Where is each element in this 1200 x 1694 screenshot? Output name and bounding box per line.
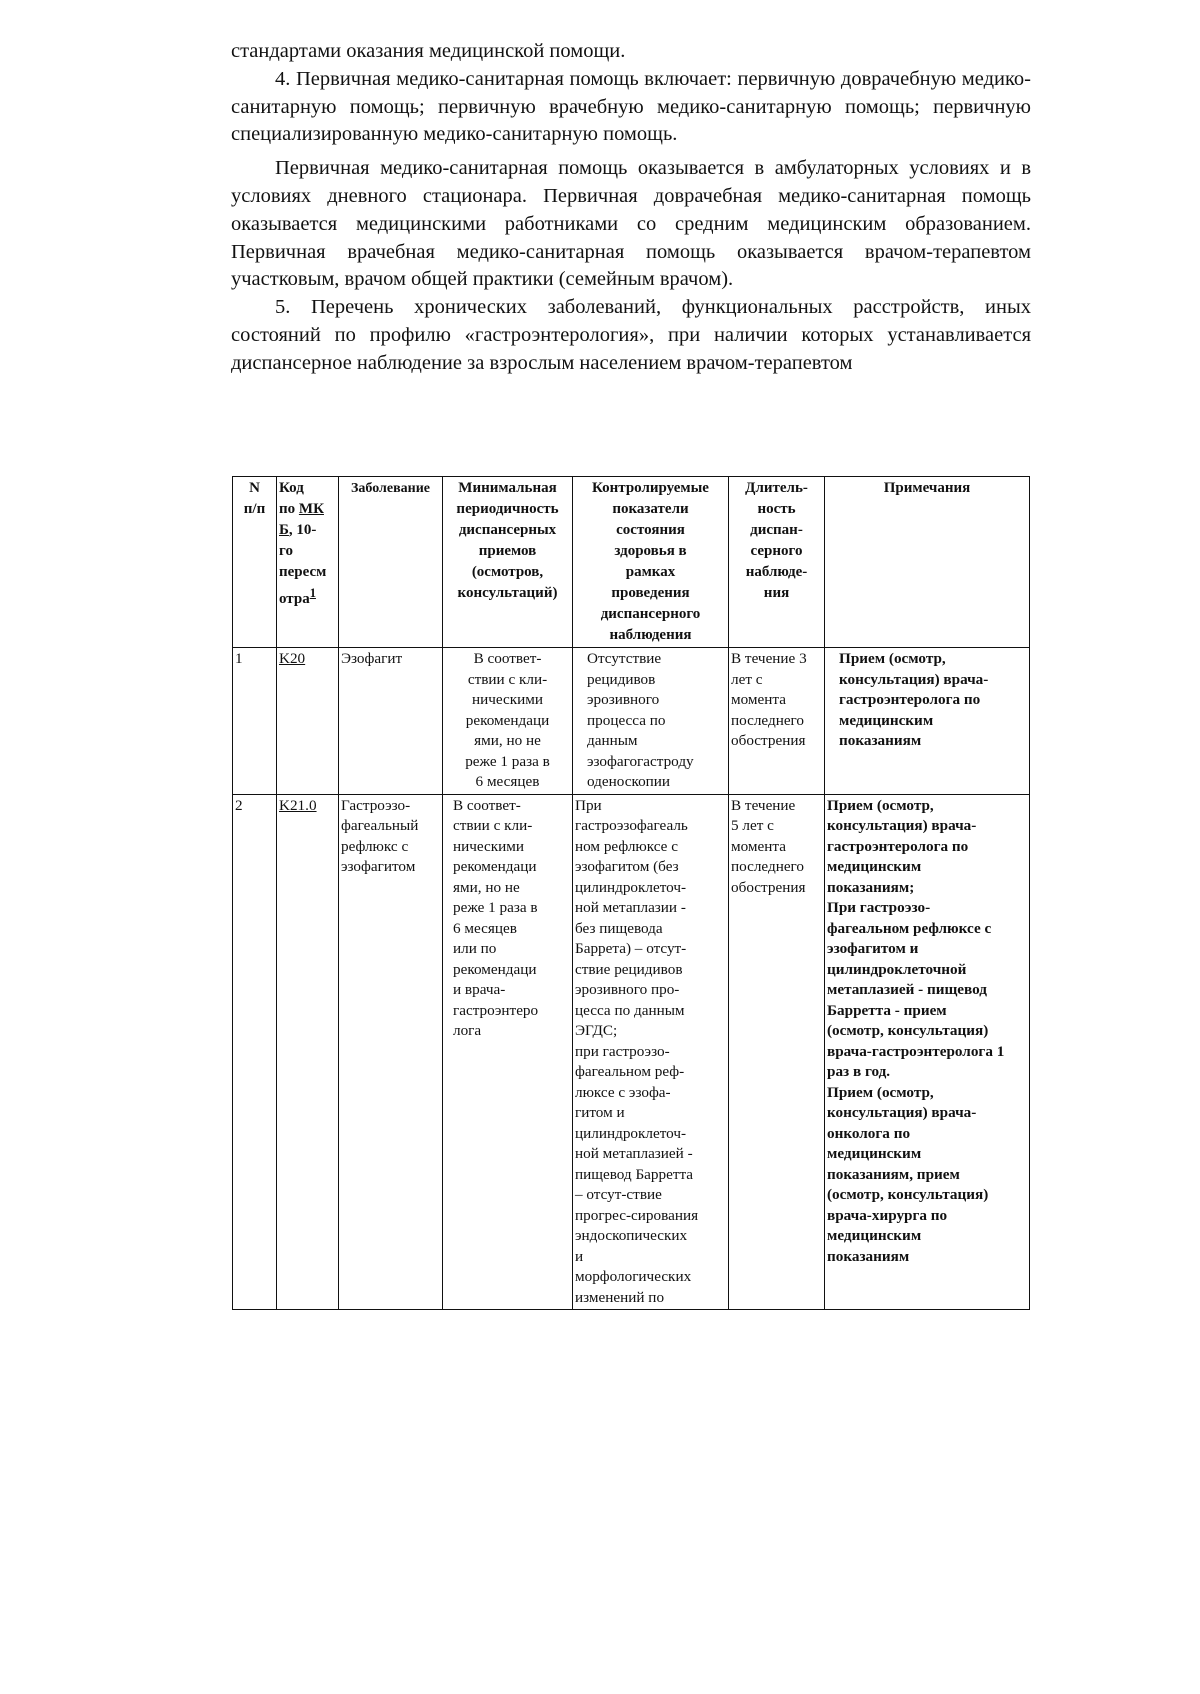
row-min-frequency: В соответ- ствии с кли- ническими рекомендаци ями, но не реже 1 раза в 6 месяцев или по рекомендаци и врача- гастроэнтеро лога (443, 794, 573, 1310)
paragraph-1: стандартами оказания медицинской помощи. (231, 40, 626, 62)
header-min-frequency: Минимальная периодичность диспансерных приемов (осмотров, консультаций) (443, 477, 573, 648)
table-header-row (233, 477, 1030, 648)
row-number: 2 (233, 794, 277, 1310)
body-text (231, 38, 1031, 378)
table-row (233, 648, 1030, 795)
row-min-frequency: В соответ- ствии с кли- ническими рекомендаци ями, но не реже 1 раза в 6 месяцев (443, 648, 573, 795)
header-disease: Заболевание (339, 477, 443, 648)
row-disease: Гастроэзо- фагеальный рефлюкс с эзофагитом (339, 794, 443, 1310)
row-disease: Эзофагит (339, 648, 443, 795)
row-indicators (573, 794, 729, 1310)
header-indicators: Контролируемые показатели состояния здоровья в рамках проведения диспансерного наблюдения (573, 477, 729, 648)
row-number: 1 (233, 648, 277, 795)
row-code: K21.0 (277, 794, 339, 1310)
dispensary-table (232, 476, 1030, 1310)
row-notes (825, 794, 1030, 1310)
paragraph-2: 4. Первичная медико-санитарная помощь включает: первичную доврачебную медико-санитарную помощь; первичную врачебную медико-санитарную помощь; первичную специализированную медико-санитарную помощь. (231, 67, 1031, 146)
row-notes: Прием (осмотр, консультация) врача- гастроэнтеролога по медицинским показаниям (825, 648, 1030, 795)
notes-part-2: При гастроэзо- фагеальном рефлюксе с эзофагитом и цилиндроклеточной метаплазией - пищевод Барретта - прием (осмотр, консультация) врача-гастроэнтеролога 1 раз в год. (827, 899, 1005, 1080)
notes-part-1: Прием (осмотр, консультация) врача- гастроэнтеролога по медицинским показаниям; (827, 796, 977, 896)
row-duration: В течение 5 лет с момента последнего обострения (729, 794, 825, 1310)
header-number: N п/п (233, 477, 277, 648)
paragraph-4: 5. Перечень хронических заболеваний, функциональных расстройств, иных состояний по профилю «гастроэнтерология», при наличии которых устанавливается диспансерное наблюдение за взрослым населением врачом-терапевтом (231, 296, 1031, 374)
notes-part-3: Прием (осмотр, консультация) врача- онколога по медицинским показаниям, прием (осмотр, консультация) врача-хирурга по медицинским показаниям (827, 1083, 989, 1265)
row-duration: В течение 3 лет с момента последнего обострения (729, 648, 825, 795)
indicators-part-1: При гастроэзофагеаль ном рефлюксе с эзофагитом (без цилиндроклеточ- ной метаплазии - без пищевода Баррета) – отсут- ствие рецидивов эрозивного про- цесса по данным ЭГДС; (575, 796, 688, 1039)
row-indicators: Отсутствие рецидивов эрозивного процесса по данным эзофагогастроду оденоскопии (573, 648, 729, 795)
indicators-part-2: при гастроэзо- фагеальном реф- люксе с эзофа- гитом и цилиндроклеточ- ной метаплазией - пищевод Барретта – отсут-ствие прогрес-сирования эндоскопических и морфологических изменений по (575, 1042, 699, 1306)
header-duration: Длитель- ность диспан- серного наблюде- ния (729, 477, 825, 648)
row-code: K20 (277, 648, 339, 795)
paragraph-3: Первичная медико-санитарная помощь оказывается в амбулаторных условиях и в условиях дневного стационара. Первичная доврачебная медико-санитарная помощь оказывается медицинскими работниками со средним медицинским образованием. Первичная врачебная медико-санитарная помощь оказывается врачом-терапевтом участковым, врачом общей практики (семейным врачом). (231, 157, 1031, 291)
table-row (233, 794, 1030, 1310)
header-code: Код по МК Б, 10- го пересм отра$^1$ (277, 477, 339, 648)
header-notes: Примечания (825, 477, 1030, 648)
